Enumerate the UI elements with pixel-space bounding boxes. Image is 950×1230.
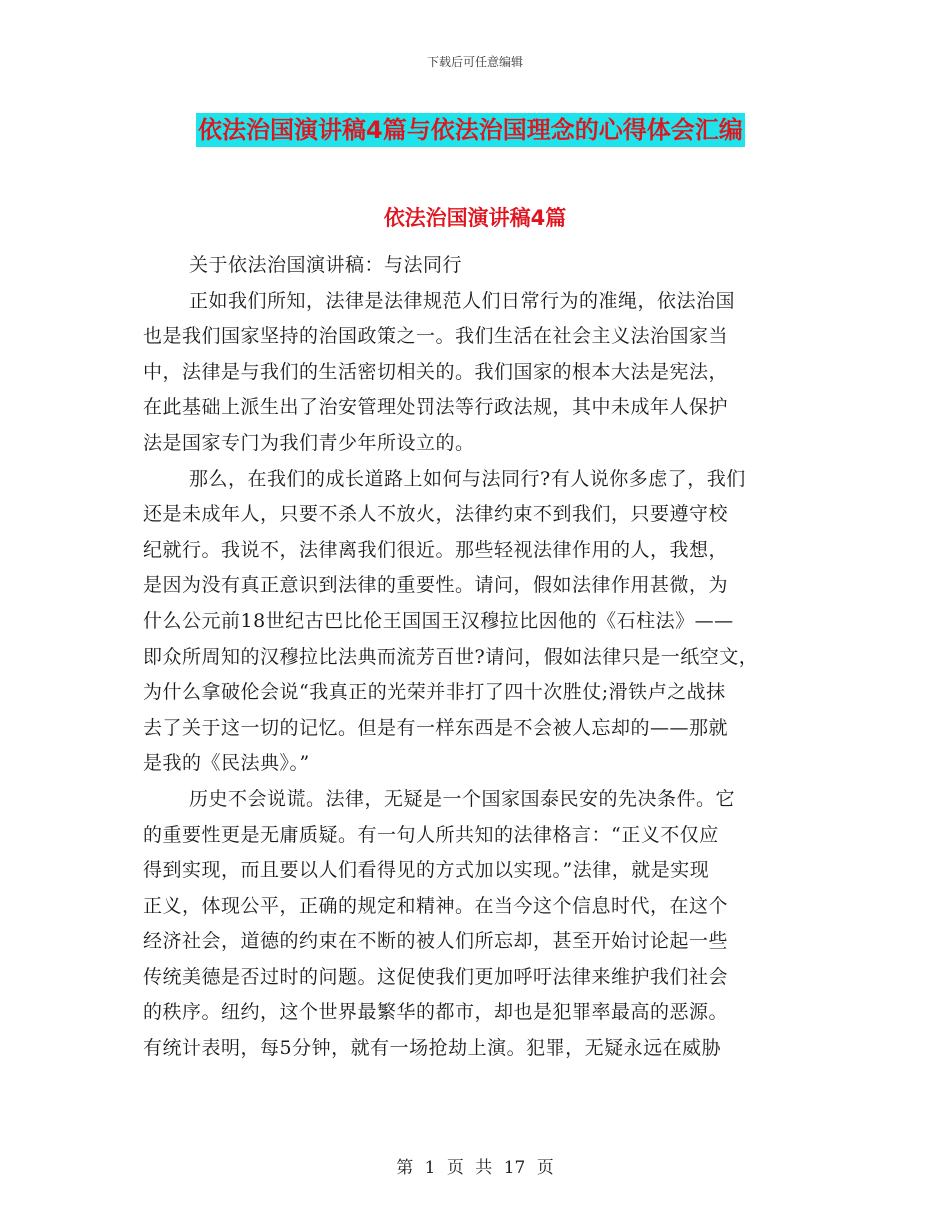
paragraph-line: 历史不会说谎。法律，无疑是一个国家国泰民安的先决条件。它: [189, 787, 736, 810]
paragraph-line: 去了关于这一切的记忆。但是有一样东西是不会被人忘却的——那就: [143, 716, 729, 739]
page-footer: 第 1 页 共 17 页: [396, 1158, 554, 1178]
paragraph-line: 在此基础上派生出了治安管理处罚法等行政法规，其中未成年人保护: [143, 396, 729, 419]
paragraph-line: 那么，在我们的成长道路上如何与法同行?有人说你多虑了，我们: [189, 467, 746, 490]
paragraph-line: 得到实现，而且要以人们看得见的方式加以实现。”法律，就是实现: [143, 859, 710, 882]
paragraph-line: 的秩序。纽约，这个世界最繁华的都市，却也是犯罪率最高的恶源。: [143, 1001, 729, 1024]
paragraph-line: 法是国家专门为我们青少年所设立的。: [143, 431, 475, 454]
document-title: 依法治国演讲稿4篇与依法治国理念的心得体会汇编: [196, 113, 745, 147]
paragraph-line: 有统计表明，每5分钟，就有一场抢劫上演。犯罪，无疑永远在威胁: [143, 1037, 722, 1060]
paragraph-line: 是因为没有真正意识到法律的重要性。请问，假如法律作用甚微，为: [143, 574, 729, 597]
paragraph-line: 还是未成年人，只要不杀人不放火，法律约束不到我们，只要遵守校: [143, 503, 729, 526]
section-title: 依法治国演讲稿4篇: [383, 206, 567, 230]
paragraph-line: 经济社会，道德的约束在不断的被人们所忘却，甚至开始讨论起一些: [143, 930, 729, 953]
paragraph-line: 中，法律是与我们的生活密切相关的。我们国家的根本大法是宪法，: [143, 360, 729, 383]
paragraph-line: 为什么拿破伦会说“我真正的光荣并非打了四十次胜仗;滑铁卢之战抹: [143, 681, 726, 704]
paragraph-line: 传统美德是否过时的问题。这促使我们更加呼吁法律来维护我们社会: [143, 965, 729, 988]
paragraph-line: 即众所周知的汉穆拉比法典而流芳百世?请问，假如法律只是一纸空文，: [143, 645, 759, 668]
paragraph-line: 的重要性更是无庸质疑。有一句人所共知的法律格言：“正义不仅应: [143, 823, 719, 846]
paragraph-line: 正如我们所知，法律是法律规范人们日常行为的准绳，依法治国: [189, 289, 736, 312]
subtitle-line: 关于依法治国演讲稿：与法同行: [189, 254, 463, 276]
paragraph-line: 也是我们国家坚持的治国政策之一。我们生活在社会主义法治国家当: [143, 325, 729, 348]
paragraph-line: 正义，体现公平，正确的规定和精神。在当今这个信息时代，在这个: [143, 894, 729, 917]
body-text: [143, 248, 813, 1067]
paragraph-line: 是我的《民法典》。”: [143, 752, 310, 775]
paragraph-line: 纪就行。我说不，法律离我们很近。那些轻视法律作用的人，我想，: [143, 538, 729, 561]
page-header: 下载后可任意编辑: [426, 55, 523, 69]
paragraph-line: 什么公元前18世纪古巴比伦王国国王汉穆拉比因他的《石柱法》——: [143, 609, 734, 632]
